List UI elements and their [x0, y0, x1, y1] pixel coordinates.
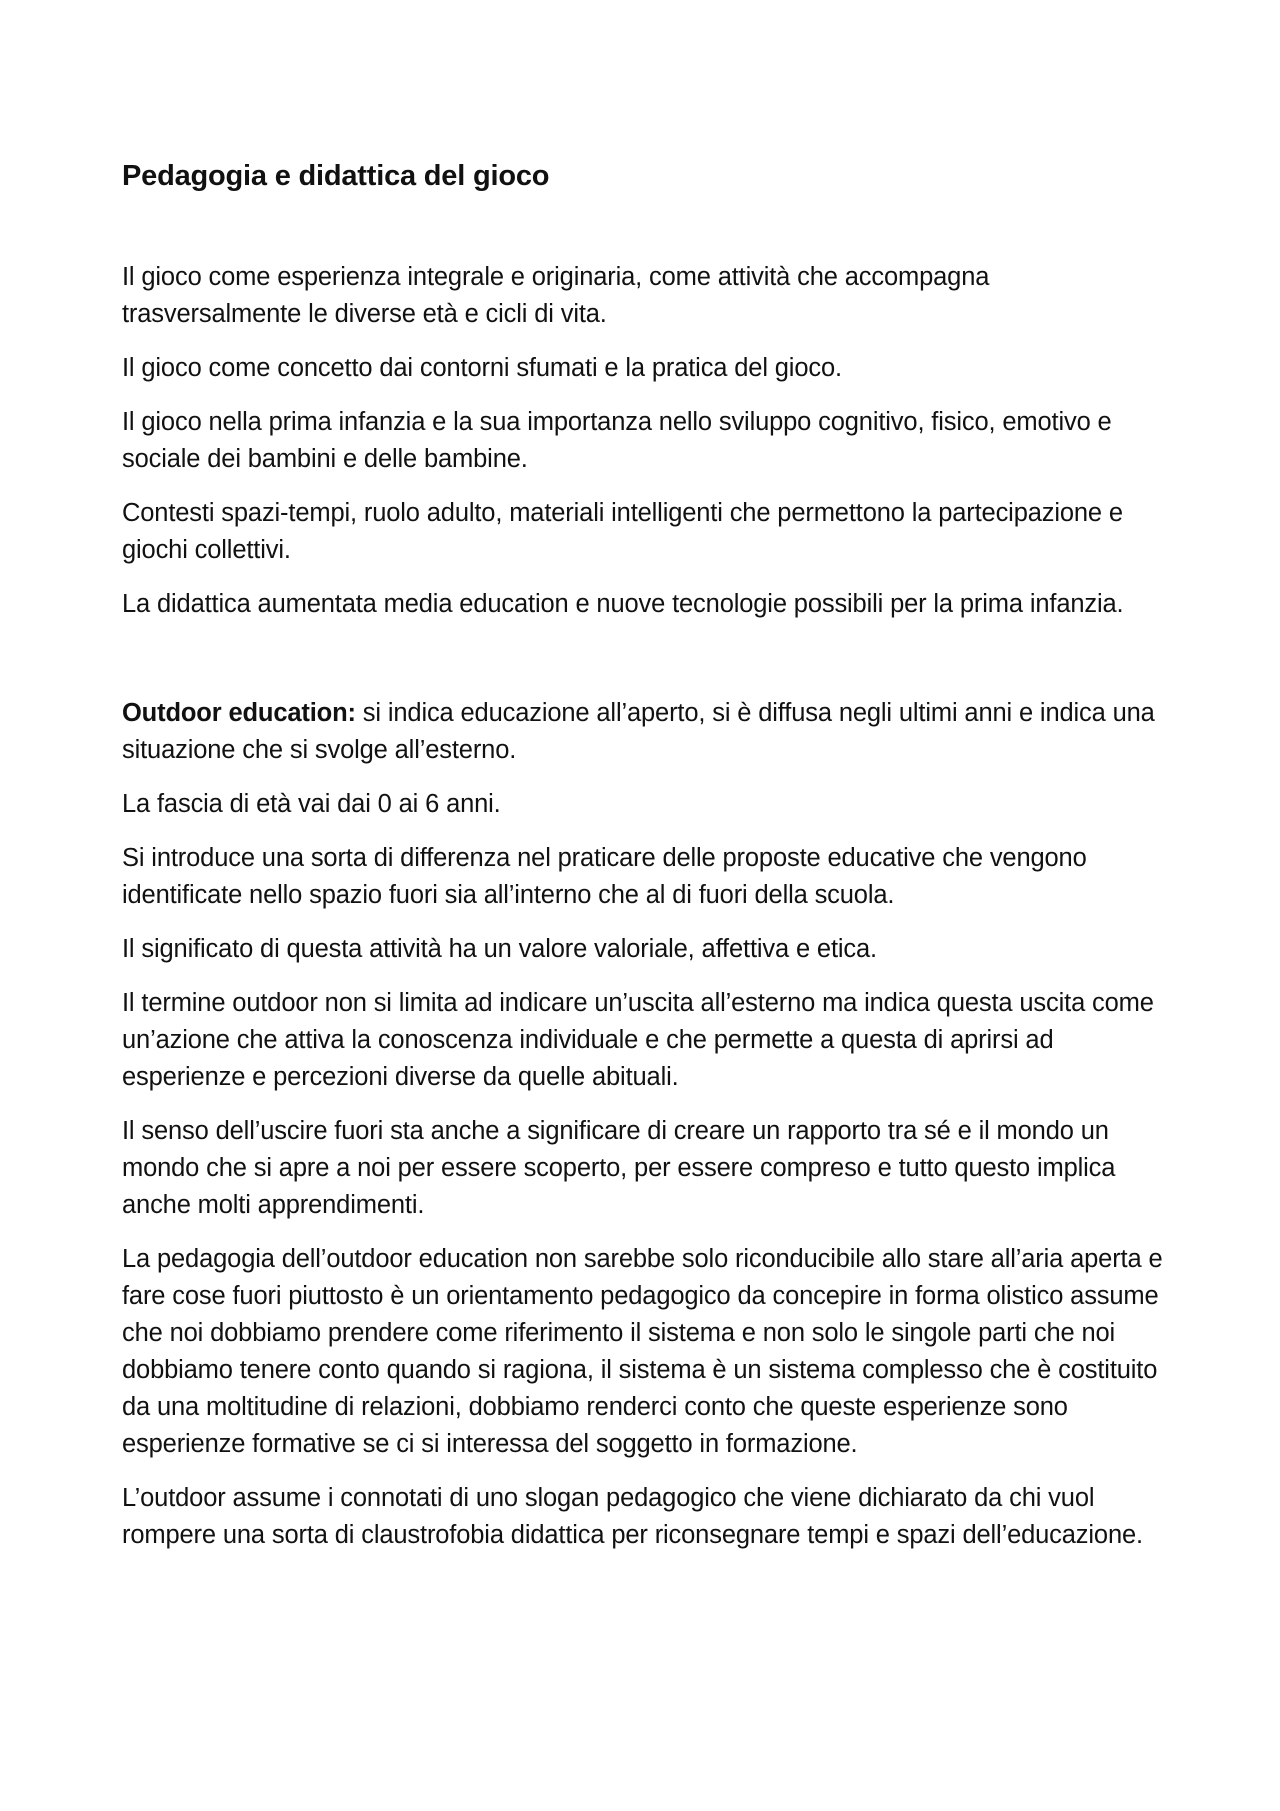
outdoor-paragraph-5: Il senso dell’uscire fuori sta anche a significare di creare un rapporto tra sé e il mondo un mondo che si apre a noi per essere scoperto, per essere compreso e tutto questo implica anche molti apprendimenti. [122, 1117, 1116, 1219]
intro-paragraph-1: Il gioco come esperienza integrale e originaria, come attività che accompagna trasversalmente le diverse età e cicli di vita. [122, 263, 990, 328]
intro-paragraph-2: Il gioco come concetto dai contorni sfumati e la pratica del gioco. [122, 354, 842, 382]
intro-section [122, 259, 1170, 623]
outdoor-paragraph-1: La fascia di età vai dai 0 ai 6 anni. [122, 790, 501, 818]
document-title: Pedagogia e didattica del gioco [122, 160, 550, 192]
outdoor-lead-text: si indica educazione all’aperto, si è diffusa negli ultimi anni e indica una situazione che si svolge all’esterno. [122, 699, 1155, 764]
intro-paragraph-5: La didattica aumentata media education e nuove tecnologie possibili per la prima infanzia. [122, 590, 1124, 618]
outdoor-paragraph-3: Il significato di questa attività ha un valore valoriale, affettiva e etica. [122, 935, 877, 963]
outdoor-lead-paragraph [122, 695, 1170, 769]
intro-paragraph-3: Il gioco nella prima infanzia e la sua importanza nello sviluppo cognitivo, fisico, emotivo e sociale dei bambini e delle bambine. [122, 408, 1112, 473]
outdoor-paragraph-4: Il termine outdoor non si limita ad indicare un’uscita all’esterno ma indica questa uscita come un’azione che attiva la conoscenza individuale e che permette a questa di aprirsi ad esperienze e percezioni diverse da quelle abituali. [122, 989, 1154, 1091]
outdoor-paragraph-2: Si introduce una sorta di differenza nel praticare delle proposte educative che vengono identificate nello spazio fuori sia all’interno che al di fuori della scuola. [122, 844, 1087, 909]
outdoor-paragraph-7: L’outdoor assume i connotati di uno slogan pedagogico che viene dichiarato da chi vuol rompere una sorta di claustrofobia didattica per riconsegnare tempi e spazi dell’educazione. [122, 1484, 1143, 1549]
intro-paragraph-4: Contesti spazi-tempi, ruolo adulto, materiali intelligenti che permettono la partecipazione e giochi collettivi. [122, 499, 1123, 564]
outdoor-paragraph-6: La pedagogia dell’outdoor education non sarebbe solo riconducibile allo stare all’aria aperta e fare cose fuori piuttosto è un orientamento pedagogico da concepire in forma olistico assume che noi dobbiamo prendere come riferimento il sistema e non solo le singole parti che noi dobbiamo tenere conto quando si ragiona, il sistema è un sistema complesso che è costituito da una moltitudine di relazioni, dobbiamo renderci conto che queste esperienze sono esperienze formative se ci si interessa del soggetto in formazione. [122, 1245, 1163, 1458]
outdoor-section [122, 695, 1170, 1554]
section-spacer [122, 640, 1170, 695]
outdoor-lead-term: Outdoor education: [122, 699, 356, 727]
